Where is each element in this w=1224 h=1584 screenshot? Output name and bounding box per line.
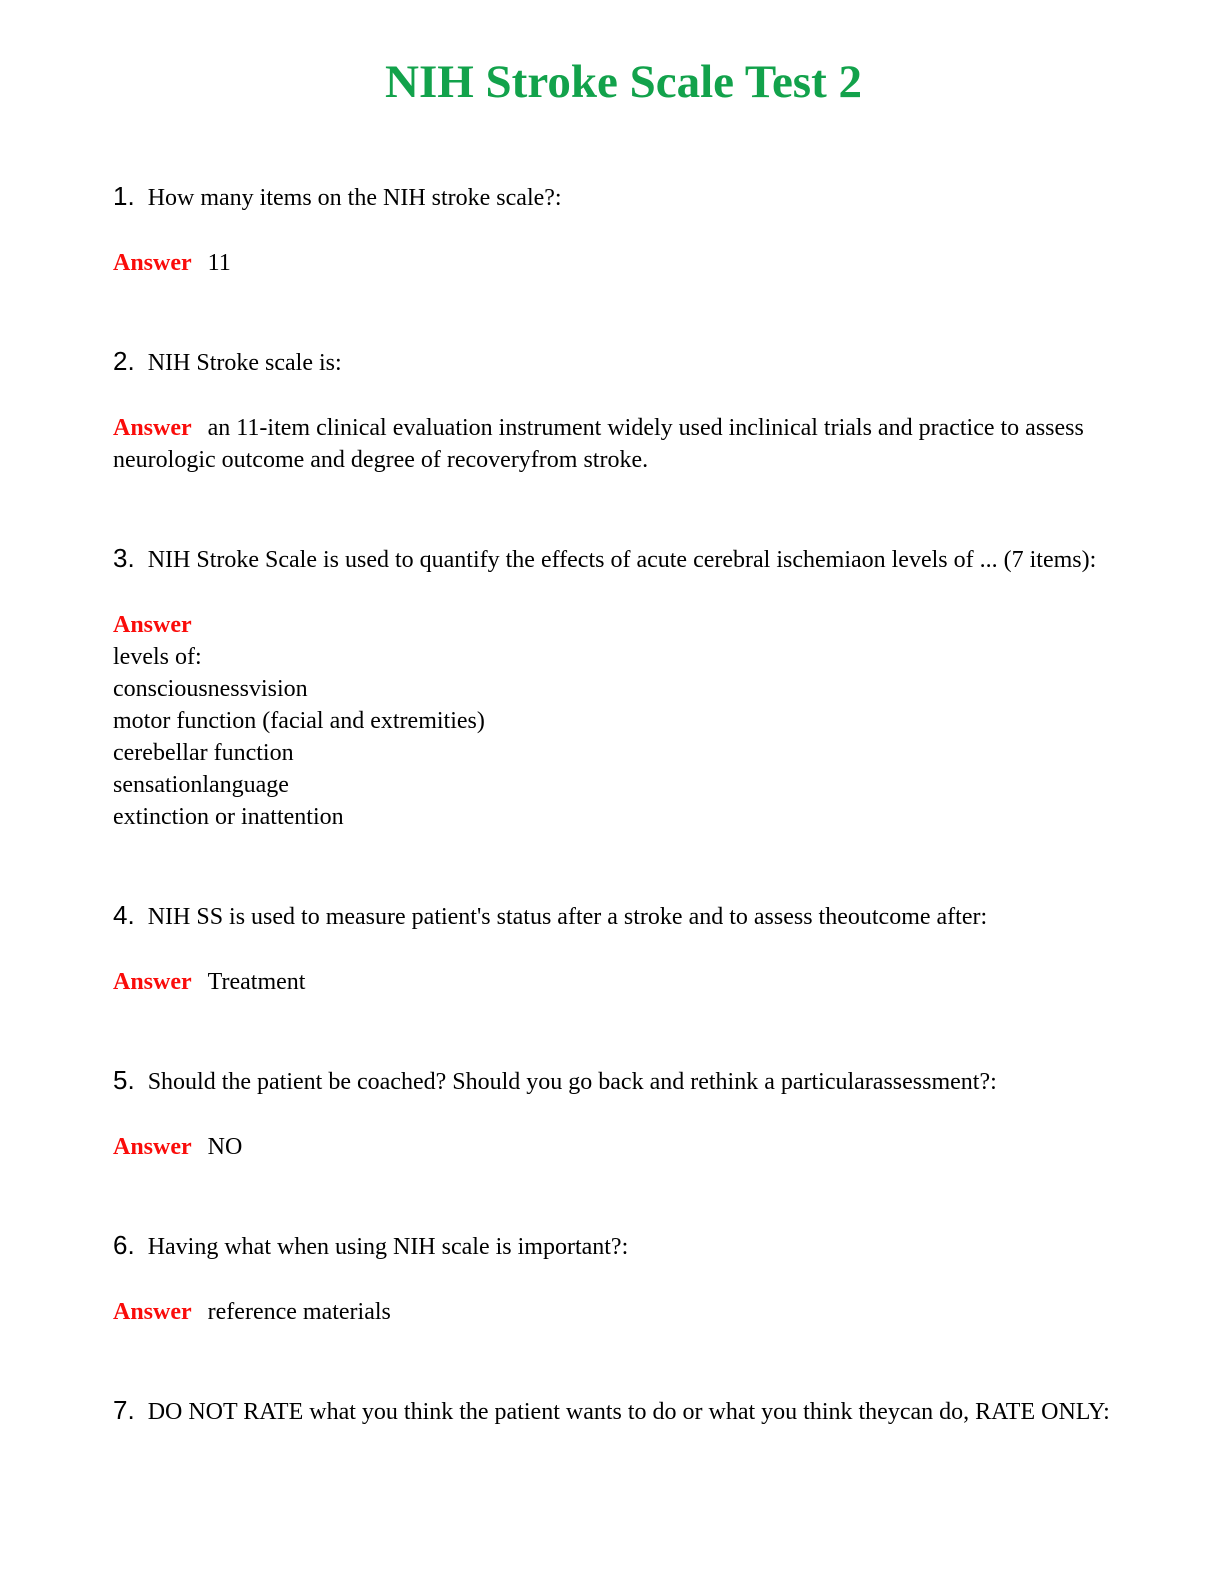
answer-line: extinction or inattention xyxy=(113,804,344,830)
question-text: NIH Stroke Scale is used to quantify the effects of acute cerebral ischemiaon levels of ... (7 items): xyxy=(147,547,1097,573)
answer-line: sensationlanguage xyxy=(113,772,289,798)
question-text: Should the patient be coached? Should you go back and rethink a particularassessment?: xyxy=(147,1069,997,1095)
answer-line: levels of: xyxy=(113,644,202,670)
answer-label: Answer xyxy=(113,250,192,276)
answer-line: cerebellar function xyxy=(113,740,294,766)
answer-4 xyxy=(113,966,1114,998)
question-1 xyxy=(113,180,1114,214)
answer-6 xyxy=(113,1296,1114,1328)
question-text: How many items on the NIH stroke scale?: xyxy=(147,185,562,211)
question-number: 4. xyxy=(113,900,135,930)
answer-label: Answer xyxy=(113,1299,192,1325)
answer-text: NO xyxy=(207,1134,243,1160)
question-number: 6. xyxy=(113,1230,135,1260)
document-title: NIH Stroke Scale Test 2 xyxy=(385,56,862,108)
answer-label: Answer xyxy=(113,415,192,441)
question-text: NIH Stroke scale is: xyxy=(147,350,342,376)
question-number: 7. xyxy=(113,1395,135,1425)
question-6 xyxy=(113,1229,1114,1263)
answer-label: Answer xyxy=(113,612,192,638)
answer-line: consciousnessvision xyxy=(113,676,308,702)
answer-text: reference materials xyxy=(207,1299,391,1325)
question-text: Having what when using NIH scale is important?: xyxy=(147,1234,629,1260)
question-3 xyxy=(113,542,1114,576)
question-5 xyxy=(113,1064,1114,1098)
answer-text: an 11-item clinical evaluation instrument widely used inclinical trials and practice to assess neurologic outcome and degree of recoveryfrom stroke. xyxy=(113,415,1084,473)
answer-1 xyxy=(113,247,1114,279)
answer-text: Treatment xyxy=(207,969,306,995)
answer-5 xyxy=(113,1131,1114,1163)
answer-label: Answer xyxy=(113,969,192,995)
answer-2 xyxy=(113,412,1114,476)
answer-label: Answer xyxy=(113,1134,192,1160)
answer-text: 11 xyxy=(207,250,231,276)
question-number: 2. xyxy=(113,346,135,376)
question-2 xyxy=(113,345,1114,379)
answer-3 xyxy=(113,609,1114,833)
question-number: 5. xyxy=(113,1065,135,1095)
question-text: NIH SS is used to measure patient's status after a stroke and to assess theoutcome after: xyxy=(147,904,988,930)
question-text: DO NOT RATE what you think the patient wants to do or what you think theycan do, RATE ONLY: xyxy=(147,1399,1110,1425)
answer-line: motor function (facial and extremities) xyxy=(113,708,485,734)
question-7 xyxy=(113,1394,1114,1428)
question-number: 3. xyxy=(113,543,135,573)
question-number: 1. xyxy=(113,181,135,211)
question-4 xyxy=(113,899,1114,933)
